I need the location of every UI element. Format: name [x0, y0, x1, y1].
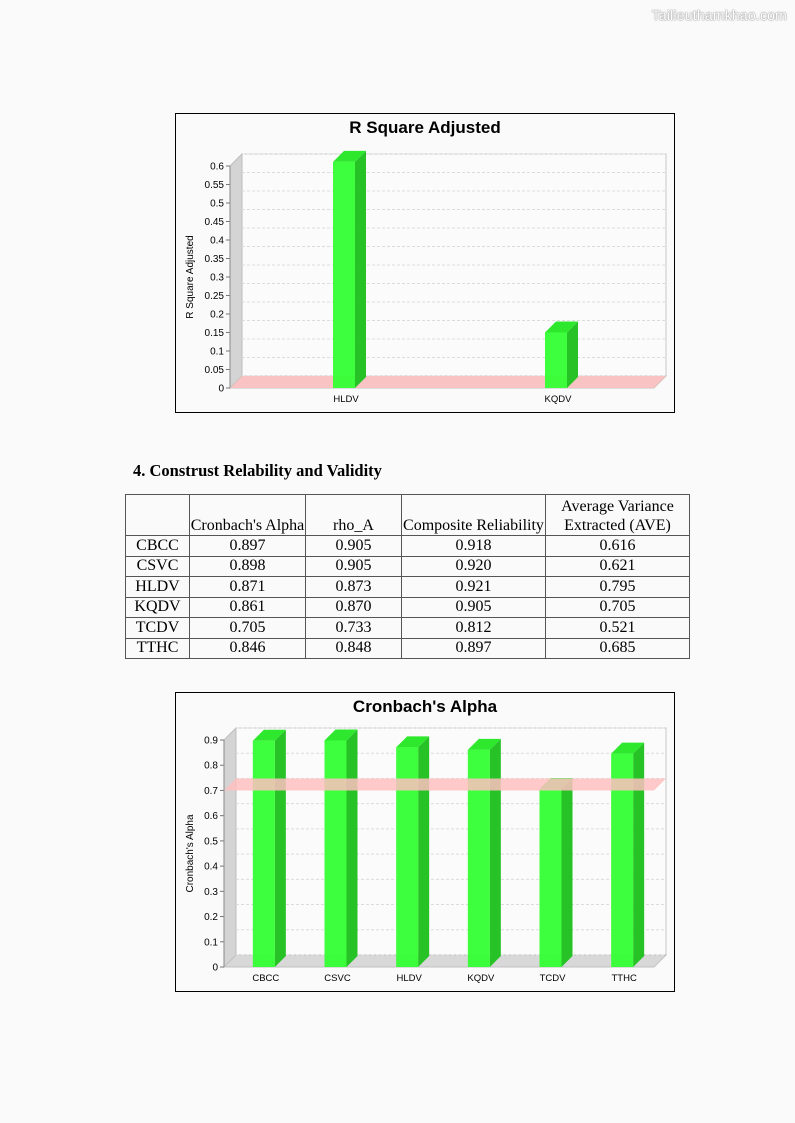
table-header-cronbach-alpha: Cronbach's Alpha: [190, 495, 306, 536]
table-cell: 0.905: [306, 556, 402, 577]
table-row: [126, 536, 690, 557]
table-row-label: CSVC: [126, 556, 190, 577]
table-cell: 0.846: [190, 638, 306, 659]
table-row: [126, 638, 690, 659]
table-cell: 0.616: [546, 536, 690, 557]
r-square-y-tick-label: 0.4: [210, 235, 224, 247]
table-row-label: HLDV: [126, 577, 190, 598]
r-square-adjusted-chart-svg: [176, 114, 674, 412]
alpha-bar-side: [418, 736, 429, 967]
alpha-x-tick-label: TCDV: [539, 973, 566, 984]
r-square-y-tick-label: 0.15: [204, 328, 224, 339]
table-cell: 0.705: [546, 597, 690, 618]
table-cell: 0.795: [546, 577, 690, 598]
table-header-ave: Average Variance Extracted (AVE): [546, 495, 690, 536]
r-square-y-axis-label: R Square Adjusted: [185, 235, 196, 319]
r-square-y-tick-label: 0.35: [204, 254, 224, 265]
table-cell: 0.861: [190, 597, 306, 618]
alpha-y-tick-label: 0.7: [204, 785, 218, 797]
r-square-adjusted-chart: [175, 113, 675, 413]
table-cell: 0.685: [546, 638, 690, 659]
alpha-y-axis-label: Cronbach's Alpha: [185, 814, 196, 893]
alpha-bar-csvc: [325, 741, 347, 967]
r-square-bar-kqdv: [545, 333, 567, 389]
table-cell: 0.733: [306, 618, 402, 639]
table-row: [126, 577, 690, 598]
table-header-empty: [126, 495, 190, 536]
alpha-bar-side: [633, 743, 644, 967]
alpha-y-tick-label: 0.4: [204, 861, 218, 873]
alpha-y-tick-label: 0.9: [204, 735, 218, 747]
alpha-y-tick-label: 0.3: [204, 886, 218, 898]
r-square-y-tick-label: 0.45: [204, 217, 224, 228]
alpha-back-wall: [236, 728, 666, 955]
alpha-chart-title: Cronbach's Alpha: [352, 697, 498, 716]
table-row: [126, 597, 690, 618]
r-square-y-tick-label: 0.25: [204, 291, 224, 302]
alpha-bar-tcdv: [540, 789, 562, 967]
table-cell: 0.905: [306, 536, 402, 557]
alpha-left-wall: [224, 728, 236, 967]
table-header-row: [126, 495, 690, 536]
table-row-label: KQDV: [126, 597, 190, 618]
table-row-label: TTHC: [126, 638, 190, 659]
alpha-x-tick-label: CSVC: [324, 973, 351, 984]
table-header-rho-a: rho_A: [306, 495, 402, 536]
table-cell: 0.521: [546, 618, 690, 639]
r-square-bar-side: [355, 151, 366, 388]
table-cell: 0.897: [402, 638, 546, 659]
r-square-y-tick-label: 0.6: [210, 161, 224, 173]
table-cell: 0.918: [402, 536, 546, 557]
alpha-x-tick-label: HLDV: [396, 973, 422, 984]
r-square-y-tick-label: 0.05: [204, 365, 224, 376]
alpha-y-tick-label: 0.8: [204, 760, 218, 772]
alpha-bar-cbcc: [253, 741, 275, 967]
table-cell: 0.621: [546, 556, 690, 577]
table-cell: 0.897: [190, 536, 306, 557]
alpha-y-tick-label: 0.1: [204, 937, 218, 949]
table-row-label: CBCC: [126, 536, 190, 557]
table-cell: 0.848: [306, 638, 402, 659]
r-square-chart-title: R Square Adjusted: [349, 118, 501, 137]
watermark-text: Tailieuthamkhao.com: [651, 7, 787, 23]
table-cell: 0.905: [402, 597, 546, 618]
alpha-x-tick-label: KQDV: [467, 973, 495, 984]
r-square-x-tick-label: KQDV: [544, 394, 572, 405]
alpha-x-tick-label: CBCC: [252, 973, 280, 984]
alpha-bar-side: [490, 739, 501, 967]
table-row: [126, 556, 690, 577]
table-cell: 0.920: [402, 556, 546, 577]
r-square-y-tick-label: 0.55: [204, 180, 224, 191]
reliability-validity-table: [125, 494, 690, 659]
table-cell: 0.873: [306, 577, 402, 598]
alpha-bar-side: [562, 778, 573, 967]
r-square-x-tick-label: HLDV: [333, 394, 359, 405]
table-cell: 0.921: [402, 577, 546, 598]
r-square-y-tick-label: 0: [218, 383, 224, 395]
r-square-y-tick-label: 0.1: [210, 346, 224, 358]
alpha-y-tick-label: 0.6: [204, 811, 218, 823]
r-square-y-tick-label: 0.2: [210, 309, 224, 321]
alpha-threshold-band: [224, 778, 666, 790]
alpha-bar-side: [347, 730, 358, 967]
cronbach-alpha-chart-svg: [176, 693, 674, 991]
alpha-y-tick-label: 0.5: [204, 836, 218, 848]
r-square-threshold-band: [230, 376, 666, 388]
r-square-y-tick-label: 0.5: [210, 198, 224, 210]
section-heading: 4. Construst Relability and Validity: [133, 461, 382, 480]
alpha-bar-side: [275, 730, 286, 967]
r-square-bar-hldv: [333, 162, 355, 388]
r-square-left-wall: [230, 154, 242, 388]
alpha-y-tick-label: 0: [212, 962, 218, 974]
r-square-bar-side: [567, 322, 578, 389]
table-cell: 0.705: [190, 618, 306, 639]
alpha-x-tick-label: TTHC: [611, 973, 637, 984]
alpha-y-tick-label: 0.2: [204, 912, 218, 924]
alpha-floor: [224, 955, 666, 967]
table-row: [126, 618, 690, 639]
table-cell: 0.898: [190, 556, 306, 577]
r-square-y-tick-label: 0.3: [210, 272, 224, 284]
table-cell: 0.812: [402, 618, 546, 639]
table-cell: 0.871: [190, 577, 306, 598]
table-row-label: TCDV: [126, 618, 190, 639]
table-cell: 0.870: [306, 597, 402, 618]
table-header-composite-reliability: Composite Reliability: [402, 495, 546, 536]
cronbach-alpha-chart: [175, 692, 675, 992]
